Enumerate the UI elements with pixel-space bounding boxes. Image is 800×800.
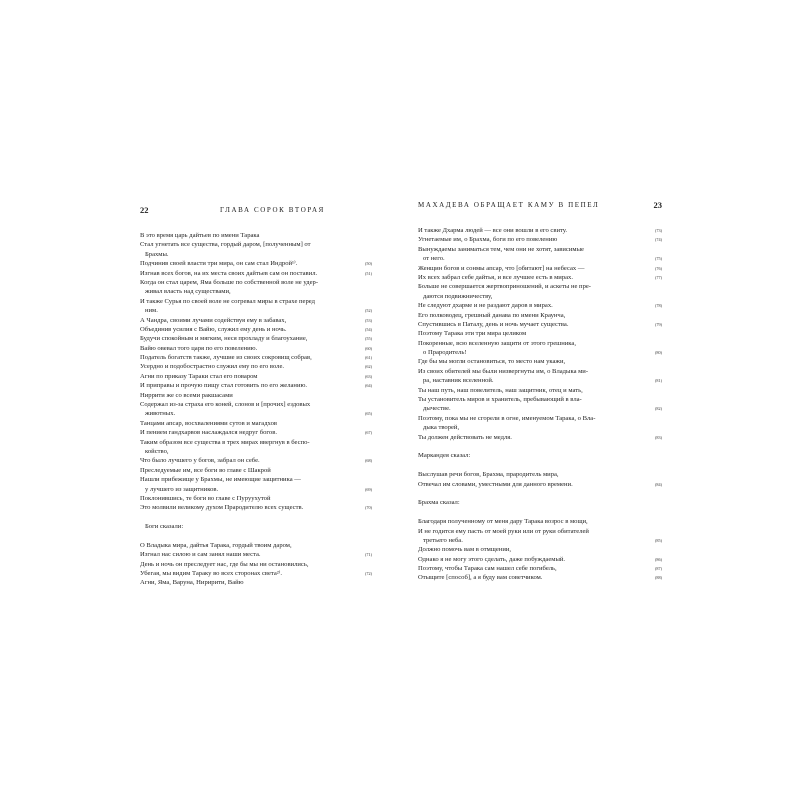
text-line bbox=[140, 231, 372, 240]
text-line bbox=[140, 278, 372, 287]
line-text: И приправы и прочую пищу стал готовить по его желанию. bbox=[140, 382, 308, 390]
verse-number: (54) bbox=[365, 326, 372, 332]
text-line bbox=[140, 334, 372, 343]
text-line bbox=[140, 297, 372, 306]
line-text: Где бы мы могли остановиться, то место нам укажи, bbox=[418, 358, 566, 366]
text-line bbox=[418, 339, 662, 348]
blank-line bbox=[418, 461, 662, 470]
right-page-text bbox=[418, 226, 662, 583]
text-line bbox=[140, 240, 372, 249]
text-line bbox=[418, 254, 662, 263]
text-line bbox=[418, 235, 662, 244]
text-line bbox=[418, 527, 662, 536]
text-line bbox=[140, 522, 372, 531]
right-page-number: 23 bbox=[653, 200, 662, 210]
verse-number: (75) bbox=[655, 256, 662, 262]
left-running-title: ГЛАВА СОРОК ВТОРАЯ bbox=[220, 206, 325, 214]
text-line bbox=[418, 245, 662, 254]
text-line bbox=[418, 395, 662, 404]
line-text: Вайю овевал того царя по его повелению. bbox=[140, 344, 258, 352]
text-line bbox=[140, 287, 372, 296]
text-line bbox=[140, 494, 372, 503]
text-line bbox=[418, 517, 662, 526]
line-text: Таким образом все существа в трех мирах ввергнув в беспо- bbox=[140, 438, 310, 446]
line-text: Боги сказали: bbox=[145, 523, 184, 531]
text-line bbox=[140, 409, 372, 418]
line-text: койство, bbox=[145, 447, 169, 455]
blank-line bbox=[418, 508, 662, 517]
text-line bbox=[140, 400, 372, 409]
text-line bbox=[140, 325, 372, 334]
text-line bbox=[140, 259, 372, 268]
line-text: Когда он стал царем, Яма больше по собственной воле не удер- bbox=[140, 278, 319, 286]
text-line bbox=[418, 480, 662, 489]
verse-number: (63) bbox=[365, 373, 372, 379]
text-line bbox=[140, 306, 372, 315]
text-line bbox=[418, 226, 662, 235]
text-line bbox=[418, 264, 662, 273]
text-line bbox=[418, 564, 662, 573]
line-text: Выслушав речи богов, Брахма, прародитель мира, bbox=[418, 471, 559, 479]
line-text: Агни, Яма, Варуна, Ниририти, Вайю bbox=[140, 579, 244, 587]
line-text: Агни по приказу Тараки стал его поваром bbox=[140, 372, 258, 380]
line-text: даются подвижничеству, bbox=[423, 292, 493, 300]
text-line bbox=[140, 250, 372, 259]
text-line bbox=[418, 404, 662, 413]
line-text: о Прародитель! bbox=[423, 349, 467, 357]
text-line bbox=[418, 329, 662, 338]
text-line bbox=[418, 311, 662, 320]
verse-number: (64) bbox=[365, 383, 372, 389]
text-line bbox=[140, 541, 372, 550]
text-line bbox=[140, 550, 372, 559]
line-text: И также Дхарма людей — все они вошли в его свиту. bbox=[418, 227, 568, 234]
text-line bbox=[418, 451, 662, 460]
blank-line bbox=[418, 442, 662, 451]
text-line bbox=[418, 555, 662, 564]
line-text: Больше не совершается жертвоприношений, и аскеты не пре- bbox=[418, 283, 591, 291]
line-text: Объединив усилия с Вайю, служил ему день и ночь. bbox=[140, 325, 287, 333]
text-line bbox=[418, 386, 662, 395]
line-text: И также Сурья по своей воле не согревал миры в страхе перед bbox=[140, 297, 315, 305]
text-line bbox=[140, 269, 372, 278]
line-text: Угнетаемые им, о Брахма, боги по его повелению bbox=[418, 236, 558, 244]
text-line bbox=[140, 372, 372, 381]
line-text: Его полководец, грешный данава по имени Краунча, bbox=[418, 311, 566, 319]
left-page-number: 22 bbox=[140, 205, 149, 215]
line-text: Вынуждаемы заниматься тем, чем они не хотят, зависимые bbox=[418, 245, 584, 253]
line-text: Брахмы. bbox=[145, 250, 169, 258]
right-page bbox=[418, 200, 662, 583]
line-text: дыка творей, bbox=[423, 424, 460, 432]
line-text: Будучи спокойным и мягким, неся прохладу и благоухание, bbox=[140, 335, 308, 343]
verse-number: (52) bbox=[365, 308, 372, 314]
verse-number: (61) bbox=[365, 355, 372, 361]
line-text: Спустившись в Паталу, день и ночь мучает существа. bbox=[418, 320, 569, 328]
verse-number: (84) bbox=[655, 481, 662, 487]
text-line bbox=[140, 475, 372, 484]
right-running-title: МАХАДЕВА ОБРАЩАЕТ КАМУ В ПЕПЕЛ bbox=[418, 201, 600, 209]
text-line bbox=[418, 545, 662, 554]
line-text: Стал угнетать все существа, гордый даром, [полученным] от bbox=[140, 241, 311, 249]
text-line bbox=[418, 433, 662, 442]
line-text: Женщин богов и сонмы апсар, что [обитают] на небесах — bbox=[418, 264, 585, 272]
verse-number: (51) bbox=[365, 270, 372, 276]
verse-number: (73) bbox=[655, 228, 662, 233]
line-text: Усердно и подобострастно служил ему по его воле. bbox=[140, 363, 285, 371]
text-line bbox=[140, 438, 372, 447]
line-text: Что было лучшего у богов, забрал он себе. bbox=[140, 457, 260, 465]
text-line bbox=[418, 470, 662, 479]
left-page-header bbox=[140, 205, 372, 221]
line-text: Не следуют дхарме и не раздают даров в мирах. bbox=[418, 302, 553, 310]
verse-number: (80) bbox=[655, 350, 662, 356]
line-text: Отыщите [способ], а я буду вам советчиком. bbox=[418, 574, 543, 582]
verse-number: (79) bbox=[655, 321, 662, 327]
line-text: День и ночь он преследует нас, где бы мы ни остановились, bbox=[140, 560, 309, 568]
text-line bbox=[140, 419, 372, 428]
line-text: А Чандра, своими лучами содействуя ему в забавах, bbox=[140, 316, 287, 324]
text-line bbox=[140, 569, 372, 578]
line-text: ра, наставник вселенной. bbox=[423, 377, 494, 385]
text-line bbox=[140, 381, 372, 390]
line-text: Танцами апсар, восхвалениями сутов и магадхов bbox=[140, 419, 278, 427]
line-text: Убегая, мы видим Тараку во всех сторонах света²⁾. bbox=[140, 570, 283, 578]
line-text: И пением гандхарвов наслаждался недруг богов. bbox=[140, 429, 277, 437]
line-text: живал власть над существами, bbox=[145, 288, 231, 296]
line-text: О Владыка мира, дайтья Тарака, гордый твоим даром, bbox=[140, 541, 292, 549]
text-line bbox=[418, 423, 662, 432]
line-text: дычестве. bbox=[423, 405, 451, 413]
text-line bbox=[140, 447, 372, 456]
verse-number: (68) bbox=[365, 458, 372, 464]
text-line bbox=[418, 292, 662, 301]
verse-number: (78) bbox=[655, 303, 662, 309]
verse-number: (81) bbox=[655, 378, 662, 384]
verse-number: (83) bbox=[655, 434, 662, 440]
line-text: Поклонившись, те боги во главе с Пуруухутой bbox=[140, 494, 271, 502]
text-line bbox=[140, 344, 372, 353]
line-text: Преследуемые им, все боги во главе с Шакрой bbox=[140, 466, 271, 474]
line-text: Из своих обителей мы были низвергнуты им, о Владыка ми- bbox=[418, 367, 589, 375]
text-line bbox=[140, 316, 372, 325]
text-line bbox=[418, 282, 662, 291]
right-page-header bbox=[418, 200, 662, 216]
line-text: Благодаря полученному от меня дару Тарака возрос в мощи, bbox=[418, 518, 588, 526]
verse-number: (87) bbox=[655, 566, 662, 572]
verse-number: (50) bbox=[365, 261, 372, 267]
text-line bbox=[418, 301, 662, 310]
line-text: животных. bbox=[145, 410, 176, 418]
line-text: Поэтому, пока мы не сгорели в огне, именуемом Тарака, о Вла- bbox=[418, 414, 596, 422]
verse-number: (71) bbox=[365, 552, 372, 558]
verse-number: (86) bbox=[655, 556, 662, 562]
verse-number: (74) bbox=[655, 237, 662, 243]
line-text: Податель богатств также, лучшие из своих сокровищ собрав, bbox=[140, 354, 312, 362]
text-line bbox=[140, 456, 372, 465]
text-line bbox=[418, 273, 662, 282]
verse-number: (67) bbox=[365, 430, 372, 436]
verse-number: (65) bbox=[365, 411, 372, 417]
text-line bbox=[140, 560, 372, 569]
line-text: ним. bbox=[145, 307, 158, 315]
line-text: от него. bbox=[423, 255, 445, 263]
verse-number: (85) bbox=[655, 537, 662, 543]
line-text: Ты должен действовать не медля. bbox=[418, 433, 512, 441]
line-text: Однако я не могу этого сделать, даже побуждаемый. bbox=[418, 555, 566, 563]
line-text: Их всех забрал себе дайтья, и все лучшее есть в мирах. bbox=[418, 273, 573, 281]
line-text: Должно помочь вам в отмщении, bbox=[418, 546, 512, 554]
line-text: Нашли прибежище у Брахмы, не имеющие защитника — bbox=[140, 476, 301, 484]
line-text: Подчинив своей власти три мира, он сам стал Индрой¹⁾. bbox=[140, 260, 298, 268]
line-text: Содержал из-за страха его коней, слонов и [прочих] ездовых bbox=[140, 401, 311, 409]
blank-line bbox=[140, 532, 372, 541]
text-line bbox=[140, 466, 372, 475]
line-text: у лучшего из защитников. bbox=[145, 485, 219, 493]
text-line bbox=[140, 503, 372, 512]
text-line bbox=[140, 353, 372, 362]
text-line bbox=[418, 414, 662, 423]
blank-line bbox=[418, 489, 662, 498]
line-text: Ты наш путь, наш повелитель, наш защитник, отец и мать, bbox=[418, 386, 583, 394]
text-line bbox=[418, 320, 662, 329]
text-line bbox=[140, 578, 372, 587]
text-line bbox=[140, 391, 372, 400]
line-text: В это время царь дайтьев по имени Тарака bbox=[140, 232, 260, 239]
line-text: Брахма сказал: bbox=[418, 499, 460, 507]
text-line bbox=[418, 498, 662, 507]
line-text: Ты установитель миров и хранитель, пребывающий в вла- bbox=[418, 396, 582, 404]
line-text: Поэтому, чтобы Тарака сам нашел себе погибель, bbox=[418, 565, 557, 573]
line-text: Это молвили великому духом Прародителю всех существ. bbox=[140, 504, 304, 512]
verse-number: (82) bbox=[655, 406, 662, 412]
text-line bbox=[418, 367, 662, 376]
line-text: Отвечал им словами, уместными для данного времени. bbox=[418, 480, 573, 488]
line-text: Изгнал нас силою и сам занял наши места. bbox=[140, 551, 261, 559]
text-line bbox=[418, 357, 662, 366]
text-line bbox=[418, 573, 662, 582]
text-line bbox=[140, 362, 372, 371]
blank-line bbox=[140, 513, 372, 522]
text-line bbox=[418, 348, 662, 357]
line-text: третьего неба. bbox=[423, 536, 463, 544]
left-page-text bbox=[140, 231, 372, 588]
text-line bbox=[140, 428, 372, 437]
line-text: Маркандея сказал: bbox=[418, 452, 471, 460]
verse-number: (77) bbox=[655, 274, 662, 280]
line-text: Изгнав всех богов, на их места своих дайтьев сам он поставил. bbox=[140, 269, 318, 277]
line-text: Поэтому Тарака эти три мира целиком bbox=[418, 330, 527, 338]
verse-number: (72) bbox=[365, 571, 372, 577]
verse-number: (69) bbox=[365, 486, 372, 492]
line-text: Ниррити же со всеми ракшасами bbox=[140, 391, 233, 399]
text-line bbox=[418, 376, 662, 385]
verse-number: (60) bbox=[365, 345, 372, 351]
text-line bbox=[418, 536, 662, 545]
verse-number: (62) bbox=[365, 364, 372, 370]
left-page bbox=[140, 205, 372, 588]
verse-number: (76) bbox=[655, 265, 662, 271]
line-text: И не годится ему пасть от моей руки или от руки обитателей bbox=[418, 527, 589, 535]
text-line bbox=[140, 485, 372, 494]
verse-number: (88) bbox=[655, 575, 662, 581]
verse-number: (70) bbox=[365, 505, 372, 511]
verse-number: (55) bbox=[365, 336, 372, 342]
verse-number: (53) bbox=[365, 317, 372, 323]
line-text: Покоренные, всю вселенную защити от этого грешника, bbox=[418, 339, 576, 347]
